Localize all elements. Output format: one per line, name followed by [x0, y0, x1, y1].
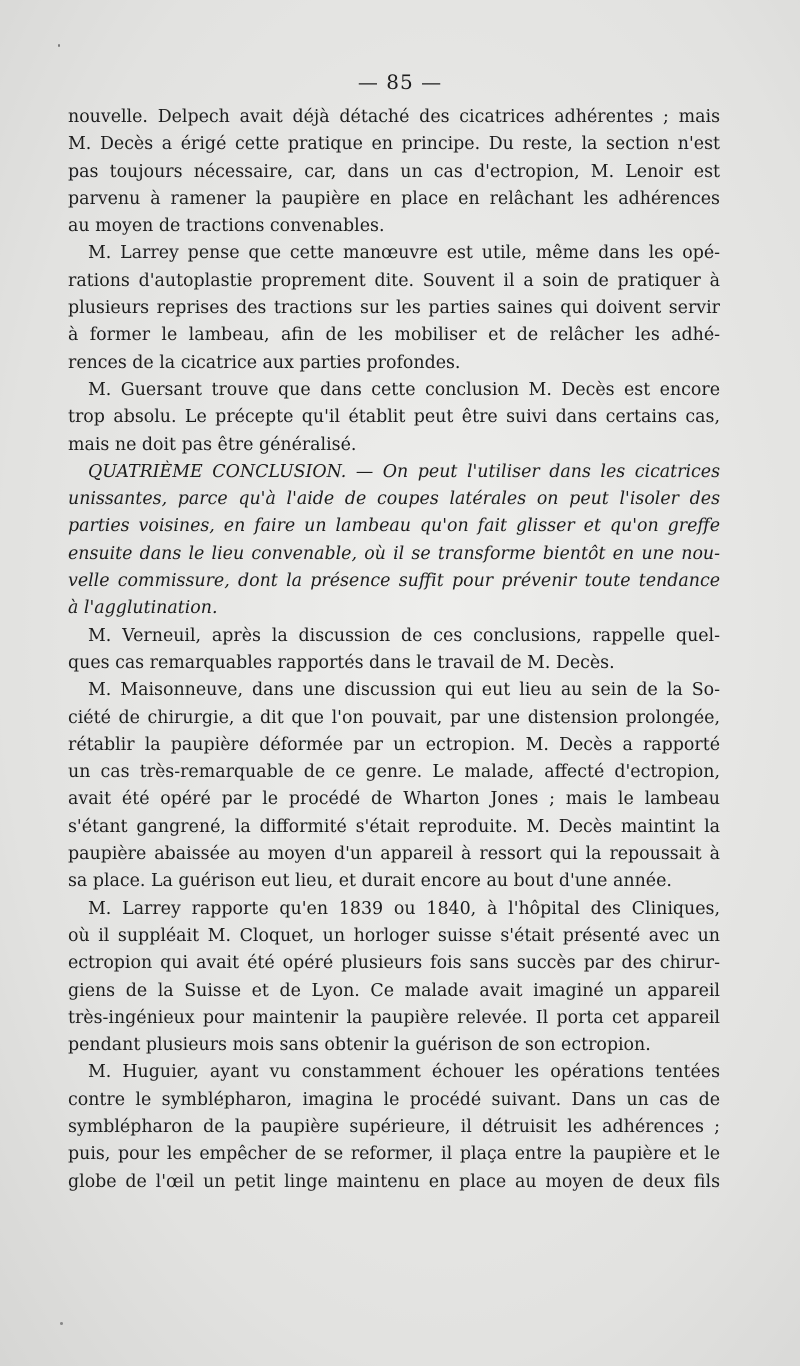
paper-speck	[58, 44, 60, 47]
text-line: M. Maisonneuve, dans une discussion qui eut lieu au sein de la So-	[88, 680, 720, 701]
text-line: QUATRIÈME CONCLUSION. — On peut l'utiliser dans les cicatrices	[88, 461, 720, 482]
text-line: rétablir la paupière déformée par un ectropion. M. Decès a rapporté	[68, 734, 720, 755]
text-line: très-ingénieux pour maintenir la paupière relevée. Il porta cet appareil	[68, 1007, 720, 1028]
text-line: parvenu à ramener la paupière en place en relâchant les adhérences	[68, 188, 720, 209]
text-line: ques cas remarquables rapportés dans le travail de M. Decès.	[68, 652, 615, 673]
text-line: pas toujours nécessaire, car, dans un cas d'ectropion, M. Lenoir est	[68, 161, 720, 182]
text-line: M. Larrey rapporte qu'en 1839 ou 1840, à l'hôpital des Cliniques,	[88, 898, 720, 919]
text-line: sa place. La guérison eut lieu, et durait encore au bout d'une année.	[68, 871, 672, 892]
text-line: à former le lambeau, afin de les mobiliser et de relâcher les adhé-	[68, 325, 720, 346]
text-line: trop absolu. Le précepte qu'il établit peut être suivi dans certains cas,	[68, 407, 720, 428]
text-line: giens de la Suisse et de Lyon. Ce malade avait imaginé un appareil	[68, 980, 720, 1001]
text-line: ensuite dans le lieu convenable, où il se transforme bientôt en une nou-	[68, 543, 720, 564]
text-line: puis, pour les empêcher de se reformer, il plaça entre la paupière et le	[68, 1144, 720, 1165]
text-line: M. Verneuil, après la discussion de ces conclusions, rappelle quel-	[88, 625, 720, 646]
text-line: ciété de chirurgie, a dit que l'on pouvait, par une distension prolongée,	[68, 707, 720, 728]
text-line: velle commissure, dont la présence suffit pour prévenir toute tendance	[68, 571, 720, 592]
text-line: contre le symblépharon, imagina le procédé suivant. Dans un cas de	[68, 1089, 720, 1110]
text-line: M. Larrey pense que cette manœuvre est utile, même dans les opé-	[88, 243, 720, 264]
text-line: plusieurs reprises des tractions sur les parties saines qui doivent servir	[68, 298, 720, 319]
text-line: un cas très-remarquable de ce genre. Le malade, affecté d'ectropion,	[68, 762, 720, 783]
text-line: où il suppléait M. Cloquet, un horloger suisse s'était présenté avec un	[68, 925, 720, 946]
text-line: ectropion qui avait été opéré plusieurs fois sans succès par des chirur-	[68, 953, 720, 974]
text-line: à l'agglutination.	[68, 598, 218, 619]
text-line: symblépharon de la paupière supérieure, il détruisit les adhérences ;	[68, 1116, 720, 1137]
text-line: unissantes, parce qu'à l'aide de coupes latérales on peut l'isoler des	[68, 489, 720, 510]
text-line: parties voisines, en faire un lambeau qu'on fait glisser et qu'on greffe	[68, 516, 720, 537]
text-line: paupière abaissée au moyen d'un appareil à ressort qui la repoussait à	[68, 844, 720, 865]
text-line: s'étant gangrené, la difformité s'était reproduite. M. Decès maintint la	[68, 816, 720, 837]
text-line: mais ne doit pas être généralisé.	[68, 434, 357, 455]
text-line: nouvelle. Delpech avait déjà détaché des cicatrices adhérentes ; mais	[68, 107, 720, 127]
body-text	[68, 104, 720, 1196]
text-line: M. Huguier, ayant vu constamment échouer les opérations tentées	[88, 1062, 720, 1083]
text-line: globe de l'œil un petit linge maintenu en place au moyen de deux fils	[68, 1171, 720, 1192]
paper-speck	[60, 1322, 63, 1325]
text-line: rences de la cicatrice aux parties profondes.	[68, 352, 461, 373]
text-line: pendant plusieurs mois sans obtenir la guérison de son ectropion.	[68, 1035, 651, 1056]
text-line: avait été opéré par le procédé de Wharton Jones ; mais le lambeau	[68, 789, 720, 810]
text-line: rations d'autoplastie proprement dite. Souvent il a soin de pratiquer à	[68, 270, 720, 291]
page-number: — 85 —	[357, 70, 443, 94]
text-line: au moyen de tractions convenables.	[68, 216, 385, 237]
text-line: M. Decès a érigé cette pratique en principe. Du reste, la section n'est	[68, 134, 720, 155]
text-line: M. Guersant trouve que dans cette conclusion M. Decès est encore	[88, 379, 720, 400]
